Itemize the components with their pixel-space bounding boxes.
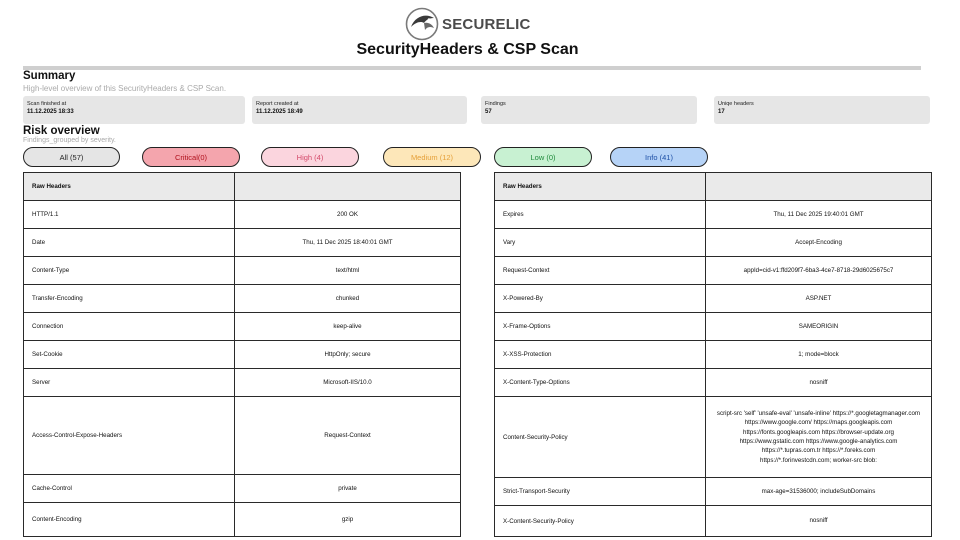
table-header-row	[24, 173, 461, 201]
header-value-cell: 1; mode=block	[706, 341, 932, 369]
table-row	[24, 201, 461, 229]
table-header-row	[495, 173, 932, 201]
eagle-shield-logo-icon	[405, 7, 439, 41]
header-name-cell: X-Powered-By	[495, 285, 706, 313]
table-row	[24, 341, 461, 369]
header-value-cell: 200 OK	[235, 201, 461, 229]
table-row	[24, 369, 461, 397]
header-value-cell: HttpOnly; secure	[235, 341, 461, 369]
table-row	[495, 369, 932, 397]
table-row	[495, 285, 932, 313]
header-name-cell: Connection	[24, 313, 235, 341]
table-row	[495, 397, 932, 478]
risk-heading: Risk overview	[23, 125, 100, 137]
filter-critical-button[interactable]: Critical(0)	[142, 147, 240, 167]
header-value-cell: Thu, 11 Dec 2025 19:40:01 GMT	[706, 201, 932, 229]
header-value-cell: private	[235, 475, 461, 503]
card-value: 57	[485, 109, 492, 115]
header-value-cell: script-src 'self' 'unsafe-eval' 'unsafe-inline' https://*.googletagmanager.com https://www.google.com/ https://maps.googleapis.com https://fonts.googleapis.com https://browser-update.org https://www.gstatic.com https://www.google-analytics.com https://*.tupras.com.tr https://*.foreks.com https://*.forinvestcdn.com; worker-src blob:	[706, 397, 932, 478]
filter-low-button[interactable]: Low (0)	[494, 147, 592, 167]
card-value: 11.12.2025 18:33	[27, 109, 74, 115]
card-value: 17	[718, 109, 725, 115]
header-value-cell: max-age=31536000; includeSubDomains	[706, 478, 932, 506]
header-value-cell: chunked	[235, 285, 461, 313]
table-row	[495, 313, 932, 341]
table-row	[24, 397, 461, 475]
table-header-cell: Raw Headers	[495, 173, 706, 201]
brand-logo	[405, 6, 530, 42]
summary-heading: Summary	[23, 70, 76, 82]
header-name-cell: Server	[24, 369, 235, 397]
header-name-cell: X-Content-Security-Policy	[495, 506, 706, 537]
header-name-cell: X-XSS-Protection	[495, 341, 706, 369]
brand-name: SECURELIC	[442, 15, 531, 33]
header-name-cell: Content-Type	[24, 257, 235, 285]
header-name-cell: Content-Security-Policy	[495, 397, 706, 478]
header-value-cell: Microsoft-IIS/10.0	[235, 369, 461, 397]
header-value-cell: ASP.NET	[706, 285, 932, 313]
header-value-cell: gzip	[235, 503, 461, 537]
table-row	[495, 478, 932, 506]
header-name-cell: Cache-Control	[24, 475, 235, 503]
card-label: Findings	[485, 101, 506, 107]
filter-all-button[interactable]: All (57)	[23, 147, 120, 167]
raw-headers-table-left	[23, 172, 461, 537]
header-name-cell: Date	[24, 229, 235, 257]
header-value-cell: nosniff	[706, 369, 932, 397]
table-row	[24, 475, 461, 503]
header-value-cell: keep-alive	[235, 313, 461, 341]
table-row	[495, 201, 932, 229]
header-name-cell: X-Content-Type-Options	[495, 369, 706, 397]
table-row	[24, 257, 461, 285]
filter-high-button[interactable]: High (4)	[261, 147, 359, 167]
header-name-cell: Access-Control-Expose-Headers	[24, 397, 235, 475]
card-label: Report created at	[256, 101, 299, 107]
table-row	[495, 257, 932, 285]
raw-headers-table-right	[494, 172, 932, 537]
table-row	[24, 503, 461, 537]
header-name-cell: Transfer-Encoding	[24, 285, 235, 313]
filter-medium-button[interactable]: Medium (12)	[383, 147, 481, 167]
header-name-cell: Request-Context	[495, 257, 706, 285]
title-divider	[23, 66, 921, 70]
header-name-cell: Strict-Transport-Security	[495, 478, 706, 506]
summary-subheading: High-level overview of this SecurityHeaders & CSP Scan.	[23, 84, 227, 93]
table-row	[495, 506, 932, 537]
page-title: SecurityHeaders & CSP Scan	[356, 41, 579, 58]
table-row	[24, 313, 461, 341]
header-name-cell: Vary	[495, 229, 706, 257]
header-name-cell: HTTP/1.1	[24, 201, 235, 229]
table-row	[24, 229, 461, 257]
summary-card-findings	[481, 96, 697, 124]
table-row	[24, 285, 461, 313]
header-name-cell: Set-Cookie	[24, 341, 235, 369]
header-name-cell: Content-Encoding	[24, 503, 235, 537]
table-header-cell: Raw Headers	[24, 173, 235, 201]
header-name-cell: Expires	[495, 201, 706, 229]
header-value-cell: Accept-Encoding	[706, 229, 932, 257]
header-name-cell: X-Frame-Options	[495, 313, 706, 341]
table-row	[495, 341, 932, 369]
header-value-cell: appId=cid-v1:ffd209f7-6ba3-4ce7-8718-29d6025675c7	[706, 257, 932, 285]
table-row	[495, 229, 932, 257]
header-value-cell: text/html	[235, 257, 461, 285]
header-value-cell: Thu, 11 Dec 2025 18:40:01 GMT	[235, 229, 461, 257]
summary-card-scan-finished	[23, 96, 245, 124]
card-label: Uniqe headers	[718, 101, 754, 107]
card-value: 11.12.2025 18:49	[256, 109, 303, 115]
risk-subheading: Findings_grouped by severity.	[23, 137, 116, 144]
table-header-cell-empty	[706, 173, 932, 201]
card-label: Scan finished at	[27, 101, 67, 107]
filter-info-button[interactable]: Info (41)	[610, 147, 708, 167]
table-header-cell-empty	[235, 173, 461, 201]
header-value-cell: SAMEORIGIN	[706, 313, 932, 341]
header-value-cell: Request-Context	[235, 397, 461, 475]
summary-card-unique-headers	[714, 96, 930, 124]
header-value-cell: nosniff	[706, 506, 932, 537]
summary-card-report-created	[252, 96, 467, 124]
